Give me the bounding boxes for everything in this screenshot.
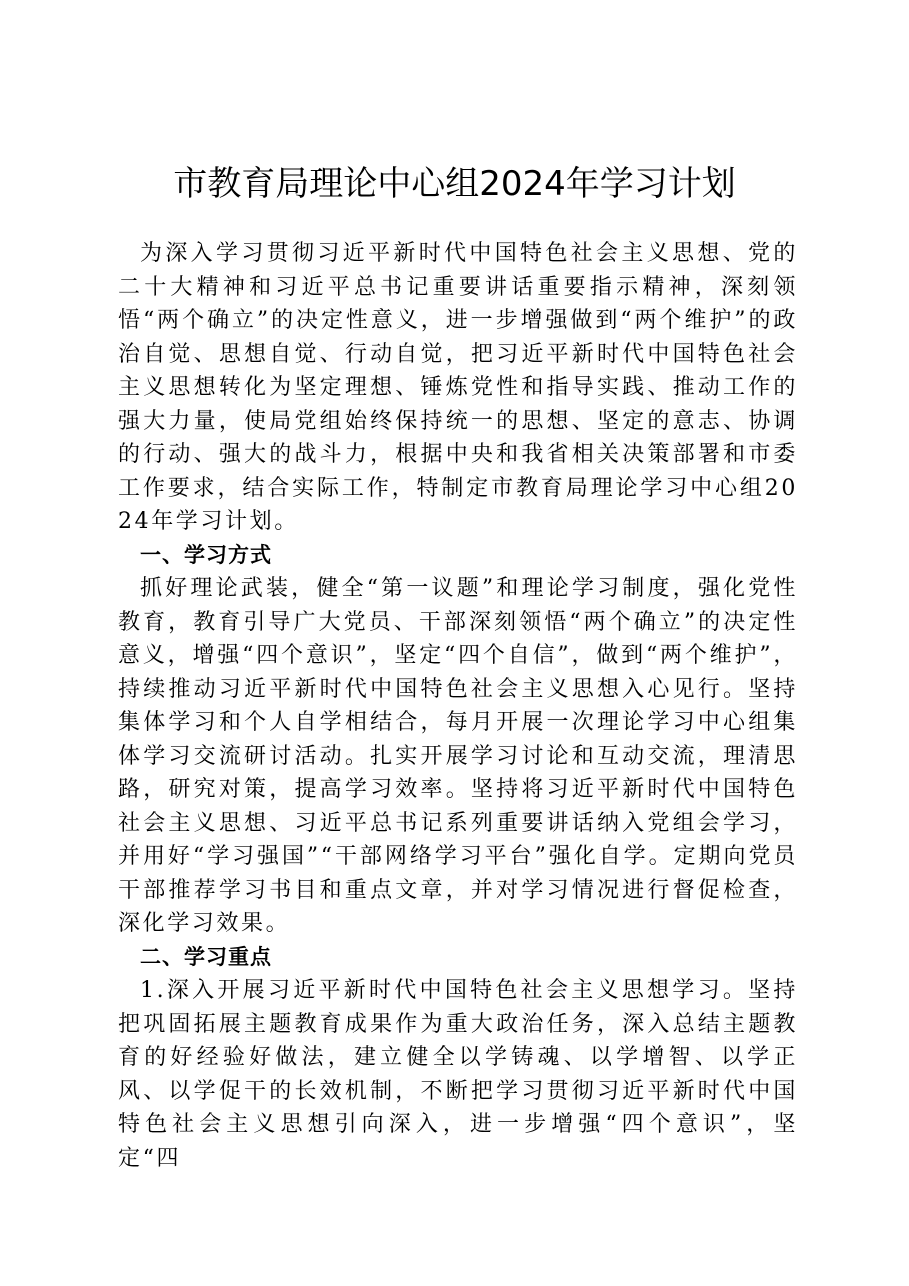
document-title: 市教育局理论中心组2024年学习计划 (173, 164, 736, 204)
section-study-method (118, 539, 798, 941)
section-heading: 一、学习方式 (140, 542, 272, 567)
section-paragraph: 1.深入开展习近平新时代中国特色社会主义思想学习。坚持把巩固拓展主题教育成果作为重大政治任务，深入总结主题教育的好经验好做法，建立健全以学铸魂、以学增智、以学正风、以学促干的长效机制，不断把学习贯彻习近平新时代中国特色社会主义思想引向深入，进一步增强“四个意识”，坚定“四 (118, 978, 798, 1171)
section-study-focus (118, 941, 798, 1176)
document-body (118, 237, 798, 1175)
intro-paragraph: 为深入学习贯彻习近平新时代中国特色社会主义思想、党的二十大精神和习近平总书记重要讲话重要指示精神，深刻领悟“两个确立”的决定性意义，进一步增强做到“两个维护”的政治自觉、思想自觉、行动自觉，把习近平新时代中国特色社会主义思想转化为坚定理想、锤炼党性和指导实践、推动工作的强大力量，使局党组始终保持统一的思想、坚定的意志、协调的行动、强大的战斗力，根据中央和我省相关决策部署和市委工作要求，结合实际工作，特制定市教育局理论学习中心组2024年学习计划。 (118, 241, 798, 534)
section-heading: 二、学习重点 (140, 944, 272, 969)
section-paragraph: 抓好理论武装，健全“第一议题”和理论学习制度，强化党性教育，教育引导广大党员、干部深刻领悟“两个确立”的决定性意义，增强“四个意识”，坚定“四个自信”，做到“两个维护”，持续推动习近平新时代中国特色社会主义思想入心见行。坚持集体学习和个人自学相结合，每月开展一次理论学习中心组集体学习交流研讨活动。扎实开展学习讨论和互动交流，理清思路，研究对策，提高学习效率。坚持将习近平新时代中国特色社会主义思想、习近平总书记系列重要讲话纳入党组会学习，并用好“学习强国”“干部网络学习平台”强化自学。定期向党员干部推荐学习书目和重点文章，并对学习情况进行督促检查，深化学习效果。 (118, 576, 798, 936)
